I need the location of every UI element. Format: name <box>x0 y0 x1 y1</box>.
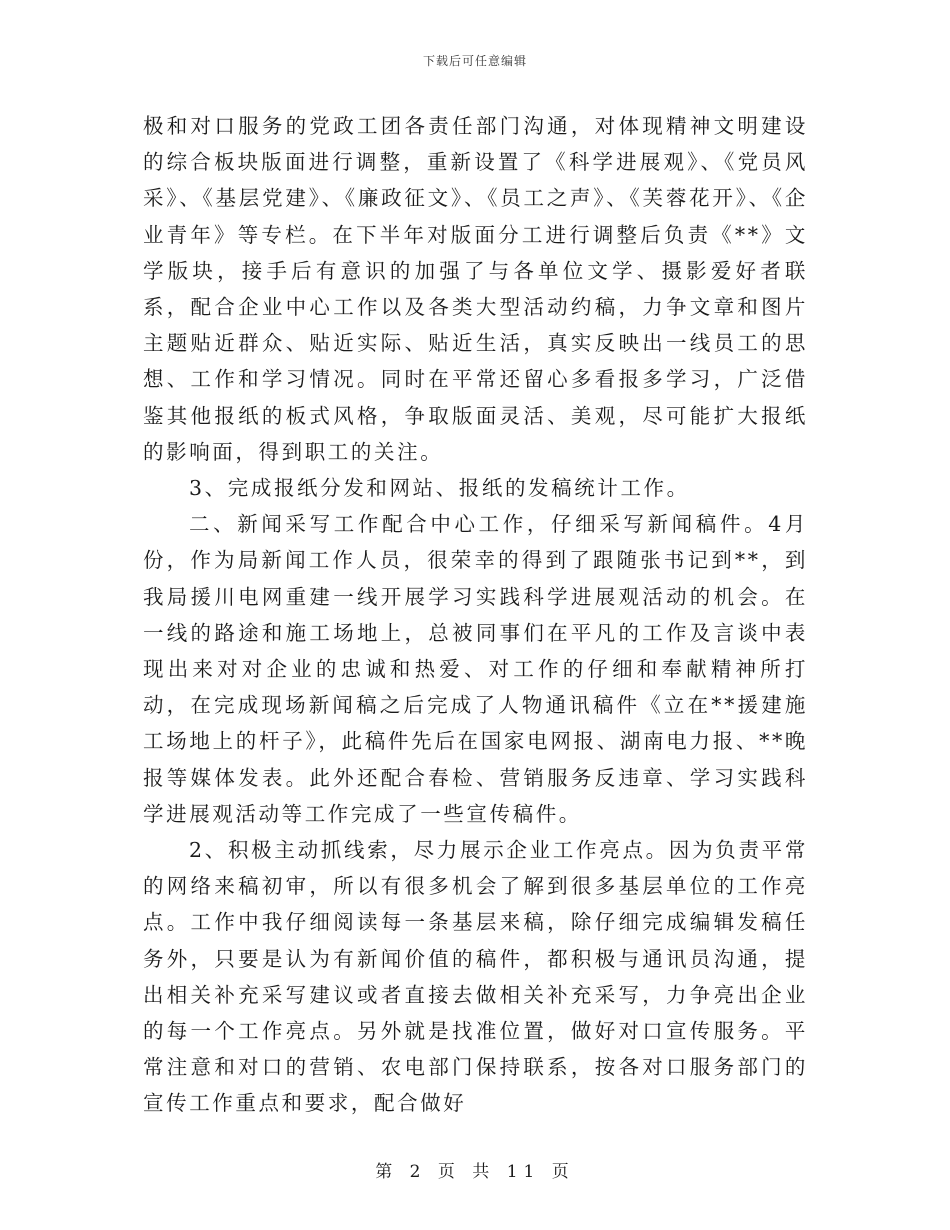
paragraph-continuation: 极和对口服务的党政工团各责任部门沟通，对体现精神文明建设的综合板块版面进行调整，重新设置了《科学进展观》、《党员风采》、《基层党建》、《廉政征文》、《员工之声》、《芙蓉花开》、《企业青年》等专栏。在下半年对版面分工进行调整后负责《**》文学版块，接手后有意识的加强了与各单位文学、摄影爱好者联系，配合企业中心工作以及各类大型活动约稿，力争文章和图片主题贴近群众、贴近实际、贴近生活，真实反映出一线员工的思想、工作和学习情况。同时在平常还留心多看报多学习，广泛借鉴其他报纸的板式风格，争取版面灵活、美观，尽可能扩大报纸的影响面，得到职工的关注。 <box>143 114 808 464</box>
paragraph-item-2: 2、积极主动抓线索，尽力展示企业工作亮点。因为负责平常的网络来稿初审，所以有很多机会了解到很多基层单位的工作亮点。工作中我仔细阅读每一条基层来稿，除仔细完成编辑发稿任务外，只要是认为有新闻价值的稿件，都积极与通讯员沟通，提出相关补充采写建议或者直接去做相关补充采写，力争亮出企业的每一个工作亮点。另外就是找准位置，做好对口宣传服务。平常注意和对口的营销、农电部门保持联系，按各对口服务部门的宣传工作重点和要求，配合做好 <box>143 838 808 1116</box>
paragraph-section-2: 二、新闻采写工作配合中心工作，仔细采写新闻稿件。4月份，作为局新闻工作人员，很荣幸的得到了跟随张书记到**，到我局援川电网重建一线开展学习实践科学进展观活动的机会。在一线的路途和施工场地上，总被同事们在平凡的工作及言谈中表现出来对对企业的忠诚和热爱、对工作的仔细和奉献精神所打动，在完成现场新闻稿之后完成了人物通讯稿件《立在**援建施工场地上的杆子》，此稿件先后在国家电网报、湖南电力报、**晚报等媒体发表。此外还配合春检、营销服务反违章、学习实践科学进展观活动等工作完成了一些宣传稿件。 <box>143 512 808 826</box>
document-body <box>143 108 808 1122</box>
page-header-note: 下载后可任意编辑 <box>422 54 527 68</box>
page-number-footer: 第 2 页 共 11 页 <box>375 1162 575 1182</box>
paragraph-item-3: 3、完成报纸分发和网站、报纸的发稿统计工作。 <box>189 476 690 501</box>
